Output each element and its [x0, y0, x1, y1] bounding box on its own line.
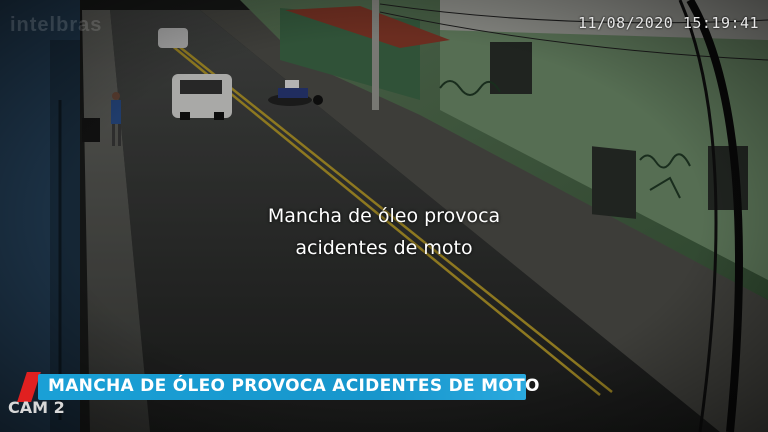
timestamp: 11/08/2020 15:19:41: [578, 14, 760, 32]
caption-line-1: Mancha de óleo provoca: [267, 205, 501, 227]
lower-third-headline: MANCHA DE ÓLEO PROVOCA ACIDENTES DE MOTO: [48, 376, 540, 396]
caption-line-2: acidentes de moto: [295, 237, 473, 259]
camera-watermark: intelbras: [10, 14, 103, 36]
news-caption: [0, 200, 768, 264]
camera-label: CAM 2: [8, 398, 65, 417]
